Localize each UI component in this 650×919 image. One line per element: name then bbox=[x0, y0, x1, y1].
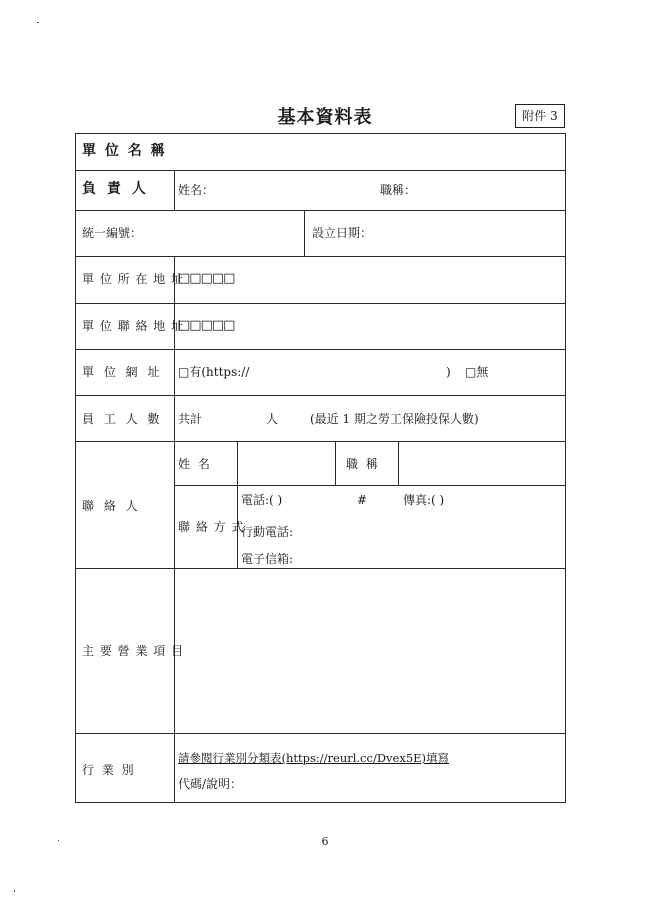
contact-mobile-field[interactable]: 行動電話: bbox=[241, 525, 294, 539]
address-label: 單 位 所 在 地 址 bbox=[82, 272, 185, 286]
scan-speck bbox=[58, 840, 59, 841]
business-items-label: 主 要 營 業 項 目 bbox=[82, 644, 185, 658]
industry-instruction-link[interactable]: 請參閱行業別分類表(https://reurl.cc/Dvex5E)填寫 bbox=[178, 751, 450, 765]
scan-speck bbox=[37, 22, 39, 23]
tax-id-field[interactable]: 統一編號： bbox=[82, 226, 143, 240]
employees-unit-label: 人 bbox=[266, 412, 279, 426]
address-postal-boxes[interactable]: □□□□□ bbox=[178, 271, 235, 286]
contact-address-label: 單 位 聯 絡 地 址 bbox=[82, 319, 185, 333]
contact-method-label: 聯 絡 方 式 bbox=[178, 520, 245, 534]
website-has-checkbox[interactable]: □有(https:// bbox=[178, 365, 250, 379]
contact-phone-field[interactable]: 電話:( ) bbox=[241, 493, 283, 507]
contact-title-label: 職 稱 bbox=[346, 457, 380, 471]
contact-person-label: 聯 絡 人 bbox=[82, 499, 141, 513]
form-title: 基本資料表 bbox=[277, 107, 373, 128]
contact-name-field[interactable] bbox=[239, 443, 334, 484]
contact-title-field[interactable] bbox=[400, 443, 564, 484]
business-items-field[interactable] bbox=[176, 570, 564, 732]
unit-name-label: 單 位 名 稱 bbox=[82, 143, 167, 159]
responsible-name-field[interactable]: 姓名： bbox=[178, 183, 215, 197]
unit-name-field[interactable] bbox=[176, 135, 564, 169]
employees-note: (最近 1 期之勞工保險投保人數) bbox=[310, 412, 479, 426]
contact-address-postal-boxes[interactable]: □□□□□ bbox=[178, 318, 235, 333]
attachment-label: 附件 3 bbox=[515, 104, 565, 128]
industry-label: 行 業 別 bbox=[82, 763, 136, 777]
website-close-paren: ) bbox=[446, 365, 451, 379]
responsible-title-field[interactable]: 職稱： bbox=[380, 183, 417, 197]
website-label: 單 位 網 址 bbox=[82, 365, 163, 379]
contact-email-field[interactable]: 電子信箱: bbox=[241, 552, 294, 566]
employees-label: 員 工 人 數 bbox=[82, 412, 163, 426]
page-number: 6 bbox=[321, 835, 329, 848]
website-none-checkbox[interactable]: □無 bbox=[465, 365, 489, 379]
employees-total-label: 共計 bbox=[178, 412, 203, 426]
contact-fax-field[interactable]: 傳真:( ) bbox=[403, 493, 445, 507]
industry-code-field[interactable]: 代碼/說明： bbox=[178, 777, 243, 791]
responsible-label: 負 責 人 bbox=[82, 181, 149, 197]
contact-name-label: 姓 名 bbox=[178, 457, 212, 471]
scan-speck bbox=[14, 890, 15, 892]
established-date-field[interactable]: 設立日期： bbox=[312, 226, 373, 240]
contact-extension-sign: # bbox=[357, 493, 368, 507]
